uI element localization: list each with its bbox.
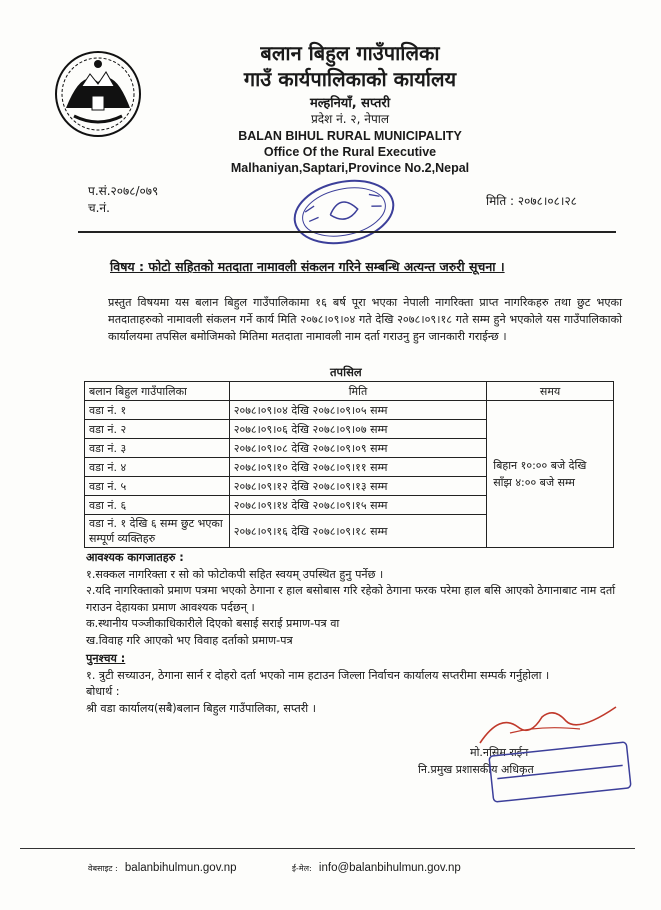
letterhead-english xyxy=(140,128,560,176)
required-documents xyxy=(86,550,622,717)
table-header-row xyxy=(85,382,614,401)
info-heading: बोधार्थ : xyxy=(86,685,120,698)
notice-body xyxy=(86,294,622,345)
ward-cell: वडा नं. ६ xyxy=(85,496,230,515)
municipality-name-en: BALAN BIHUL RURAL MUNICIPALITY xyxy=(238,129,462,143)
ward-cell: वडा नं. १ देखि ६ सम्म छुट भएका सम्पूर्ण व्यक्तिहरु xyxy=(85,515,230,548)
nepal-emblem-icon xyxy=(52,48,144,140)
location-np: मल्हनियाँ, सप्तरी xyxy=(309,96,391,111)
postscript-heading: पुनश्चय : xyxy=(86,652,126,665)
province-np: प्रदेश नं. २, नेपाल xyxy=(310,112,390,126)
email-link[interactable]: info@balanbihulmun.gov.np xyxy=(318,862,461,874)
date-cell: २०७८।०९।१० देखि २०७८।०९।११ सम्म xyxy=(229,458,486,477)
schedule-caption: तपसिल xyxy=(330,365,362,379)
date-cell: २०७८।०९।०६ देखि २०७८।०९।०७ सम्म xyxy=(229,420,486,439)
ward-cell: वडा नं. ४ xyxy=(85,458,230,477)
postscript-item: १. त्रुटी सच्याउन, ठेगाना सार्न र दोहरो दर्ता भएको नाम हटाउन जिल्ला निर्वाचन कार्यालय सप्तरीमा सम्पर्क गर्नुहोला । xyxy=(86,668,550,682)
letter-date: मिति : २०७८।०८।२८ xyxy=(486,194,577,208)
header-municipality: बलान बिहुल गाउँपालिका xyxy=(85,382,230,401)
signature-stamp-icon xyxy=(485,741,635,803)
header-divider xyxy=(78,231,616,233)
address-en: Malhaniyan,Saptari,Province No.2,Nepal xyxy=(230,161,470,175)
body-paragraph: प्रस्तुत विषयमा यस बलान बिहुल गाउँपालिकामा १६ बर्ष पूरा भएका नेपाली नागरिक्ता प्राप्त नागरिकहरु तथा छुट भएका मतदाताहरुको नामावली संकलन गर्ने कार्य मिति २०७८।०९।०४ गते देखि २०७८।०९।१८ गते सम्म हुने भएकोले यस गाउँपालिकाको कार्यालयमा तपसिल बमोजिमको मितिमा मतदाता नामावली नाम दर्ता गराउनु हुन जानकारी गराईन्छ । xyxy=(108,296,622,343)
office-name-np: गाउँ कार्यपालिकाको कार्यालय xyxy=(243,67,457,91)
municipality-name-np: बलान बिहुल गाउँपालिका xyxy=(260,41,440,65)
document-item: १.सक्कल नागरिक्ता र सो को फोटोकपी सहित स्वयम् उपस्थित हुनु पर्नेछ । xyxy=(86,567,384,581)
footer-divider xyxy=(20,848,635,849)
office-name-en: Office Of the Rural Executive xyxy=(263,145,437,159)
documents-heading: आवश्यक कागजातहरु : xyxy=(86,551,184,564)
date-cell: २०७८।०९।१४ देखि २०७८।०९।१५ सम्म xyxy=(229,496,486,515)
date-cell: २०७८।०९।१२ देखि २०७८।०९।१३ सम्म xyxy=(229,477,486,496)
header-date: मिति xyxy=(229,382,486,401)
dispatch-number: च.नं. xyxy=(88,201,110,215)
letterhead-nepali xyxy=(140,40,560,127)
schedule-table xyxy=(84,381,614,548)
time-start: बिहान १०:०० बजे देखि xyxy=(493,459,587,472)
info-recipient: श्री वडा कार्यालय(सबै)बलान बिहुल गाउँपालिका, सप्तरी । xyxy=(86,701,316,715)
time-cell xyxy=(487,401,614,548)
document-subitem: ख.विवाह गरि आएको भए विवाह दर्ताको प्रमाण-पत्र xyxy=(86,633,293,647)
email-label: ई-मेल: xyxy=(292,864,312,873)
office-stamp-icon xyxy=(286,170,402,254)
ward-cell: वडा नं. ५ xyxy=(85,477,230,496)
document-subitem: क.स्थानीय पञ्जीकाधिकारीले दिएको बसाई सराई प्रमाण-पत्र वा xyxy=(86,617,340,630)
reference-block xyxy=(88,183,158,217)
date-cell: २०७८।०९।१६ देखि २०७८।०९।१८ सम्म xyxy=(229,515,486,548)
website-label: वेबसाइट : xyxy=(88,864,118,873)
ward-cell: वडा नं. ३ xyxy=(85,439,230,458)
footer-website xyxy=(88,862,237,874)
signatory-title: नि.प्रमुख प्रशासकीय अधिकृत xyxy=(418,763,534,776)
signatory-name: मो.नसिम राईन xyxy=(470,746,529,759)
document-item: २.यदि नागरिक्ताको प्रमाण पत्रमा भएको ठेगाना र हाल बसोबास गरि रहेको ठेगाना फरक परेमा हाल बसि आएको ठेगानाबाट नाम दर्ता गराउन देहायका प्रमाण आवश्यक पर्दछन् । xyxy=(86,584,616,614)
table-row xyxy=(85,401,614,420)
ward-cell: वडा नं. १ xyxy=(85,401,230,420)
footer-email xyxy=(292,862,461,874)
fiscal-year: प.सं.२०७८/०७९ xyxy=(88,184,159,198)
website-link[interactable]: balanbihulmun.gov.np xyxy=(124,862,237,874)
header-time: समय xyxy=(487,382,614,401)
date-cell: २०७८।०९।०८ देखि २०७८।०९।०९ सम्म xyxy=(229,439,486,458)
time-end: साँझ ४:०० बजे सम्म xyxy=(493,476,575,489)
ward-cell: वडा नं. २ xyxy=(85,420,230,439)
date-cell: २०७८।०९।०४ देखि २०७८।०९।०५ सम्म xyxy=(229,401,486,420)
notice-subject: विषय : फोटो सहितको मतदाता नामावली संकलन गरिने सम्बन्धि अत्यन्त जरुरी सूचना । xyxy=(110,259,505,274)
